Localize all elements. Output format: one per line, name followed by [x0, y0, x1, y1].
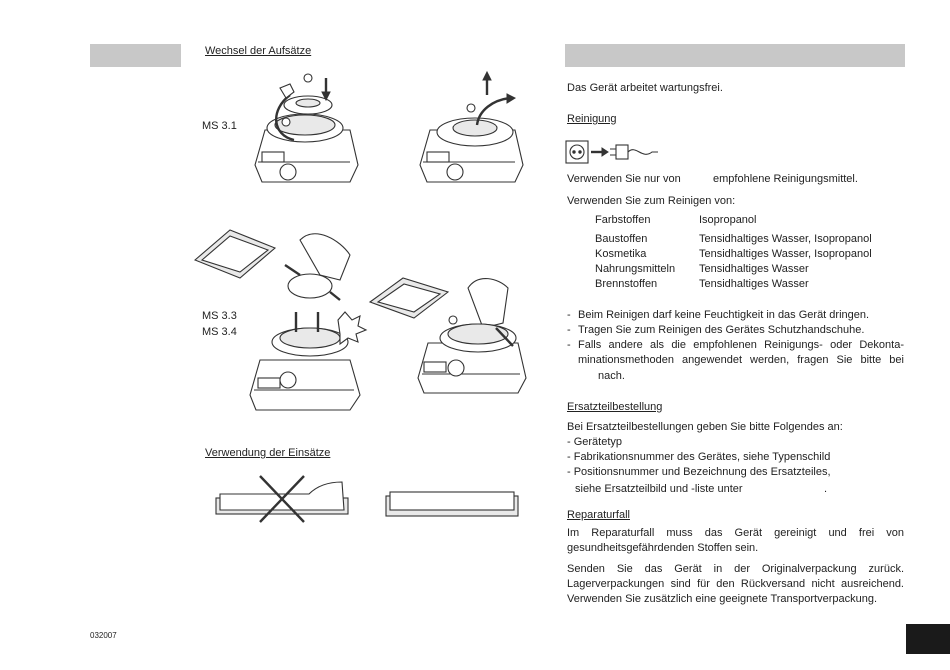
model-label-ms33: MS 3.3 — [202, 310, 237, 322]
cleaning-heading: Reinigung — [567, 113, 617, 125]
table-row-agent: Tensidhaltiges Wasser, Isopropanol — [699, 233, 872, 245]
table-row-item: Kosmetika — [595, 248, 647, 260]
table-row-item: Baustoffen — [595, 233, 648, 245]
table-row-item: Farbstoffen — [595, 214, 651, 226]
page-tab — [906, 624, 950, 654]
insert-wrong-diagram — [214, 474, 354, 524]
spare-item-position: - Positionsnummer und Bezeichnung des Ersatzteiles, — [567, 466, 831, 478]
model-label-ms34: MS 3.4 — [202, 326, 237, 338]
unplug-icon — [566, 140, 666, 164]
intro-text: Das Gerät arbeitet wartungsfrei. — [567, 82, 723, 94]
balance-illustration-3 — [190, 220, 370, 410]
table-row-item: Brennstoffen — [595, 278, 658, 290]
spare-parts-intro: Bei Ersatzteilbestellungen geben Sie bitte Folgendes an: — [567, 421, 843, 433]
bullet-dash: - — [567, 339, 571, 351]
repair-paragraph-2: Senden Sie das Gerät in der Originalverpackung zurück. Lagerverpackungen sind für den Rückversand nicht ausreichend. Verwenden Sie zusätzlich eine geeignete Transportverpackung. — [567, 563, 904, 605]
bullet-other-methods-3: nach. — [598, 370, 625, 382]
cleaning-note-part-2: empfohlene Reinigungsmittel. — [713, 173, 858, 185]
left-header-bar — [90, 44, 181, 67]
bullet-moisture: Beim Reinigen darf keine Feuchtigkeit in das Gerät dringen. — [578, 309, 870, 321]
repair-heading: Reparaturfall — [567, 509, 630, 521]
section-title-inserts: Verwendung der Einsätze — [205, 447, 331, 459]
table-row-agent: Tensidhaltiges Wasser — [699, 263, 809, 275]
model-label-ms31: MS 3.1 — [202, 120, 237, 132]
spare-item-reference: siehe Ersatzteilbild und -liste unter — [575, 483, 743, 495]
cleaning-for-label: Verwenden Sie zum Reinigen von: — [567, 195, 736, 207]
table-row-agent: Tensidhaltiges Wasser, Isopropanol — [699, 248, 872, 260]
insert-correct-diagram — [384, 490, 524, 520]
table-row-agent: Isopropanol — [699, 214, 757, 226]
bullet-other-methods-1: Falls andere als die empfohlenen Reinigungs- oder Dekonta- — [578, 339, 904, 351]
bullet-other-methods-2: minationsmethoden angewendet werden, fragen Sie bitte bei — [578, 354, 904, 366]
spare-item-reference-end: . — [824, 483, 828, 495]
spare-parts-heading: Ersatzteilbestellung — [567, 401, 663, 413]
section-title-attachments: Wechsel der Aufsätze — [205, 45, 312, 57]
balance-illustration-1 — [250, 70, 360, 190]
page-code: 032007 — [90, 631, 117, 640]
bullet-dash: - — [567, 324, 571, 336]
balance-illustration-2 — [415, 70, 525, 190]
table-row-agent: Tensidhaltiges Wasser — [699, 278, 809, 290]
table-row-item: Nahrungsmitteln — [595, 263, 676, 275]
repair-paragraph-1: Im Reparaturfall muss das Gerät gereinigt und frei von gesundheitsgefährdenden Stoffen sein. — [567, 527, 904, 554]
spare-item-type: - Gerätetyp — [567, 436, 623, 448]
cleaning-note-part-1: Verwenden Sie nur von — [567, 173, 681, 185]
right-header-bar — [565, 44, 905, 67]
bullet-dash: - — [567, 309, 571, 321]
balance-illustration-4 — [368, 268, 528, 398]
spare-item-serial: - Fabrikationsnummer des Gerätes, siehe Typenschild — [567, 451, 831, 463]
bullet-gloves: Tragen Sie zum Reinigen des Gerätes Schutzhandschuhe. — [578, 324, 865, 336]
